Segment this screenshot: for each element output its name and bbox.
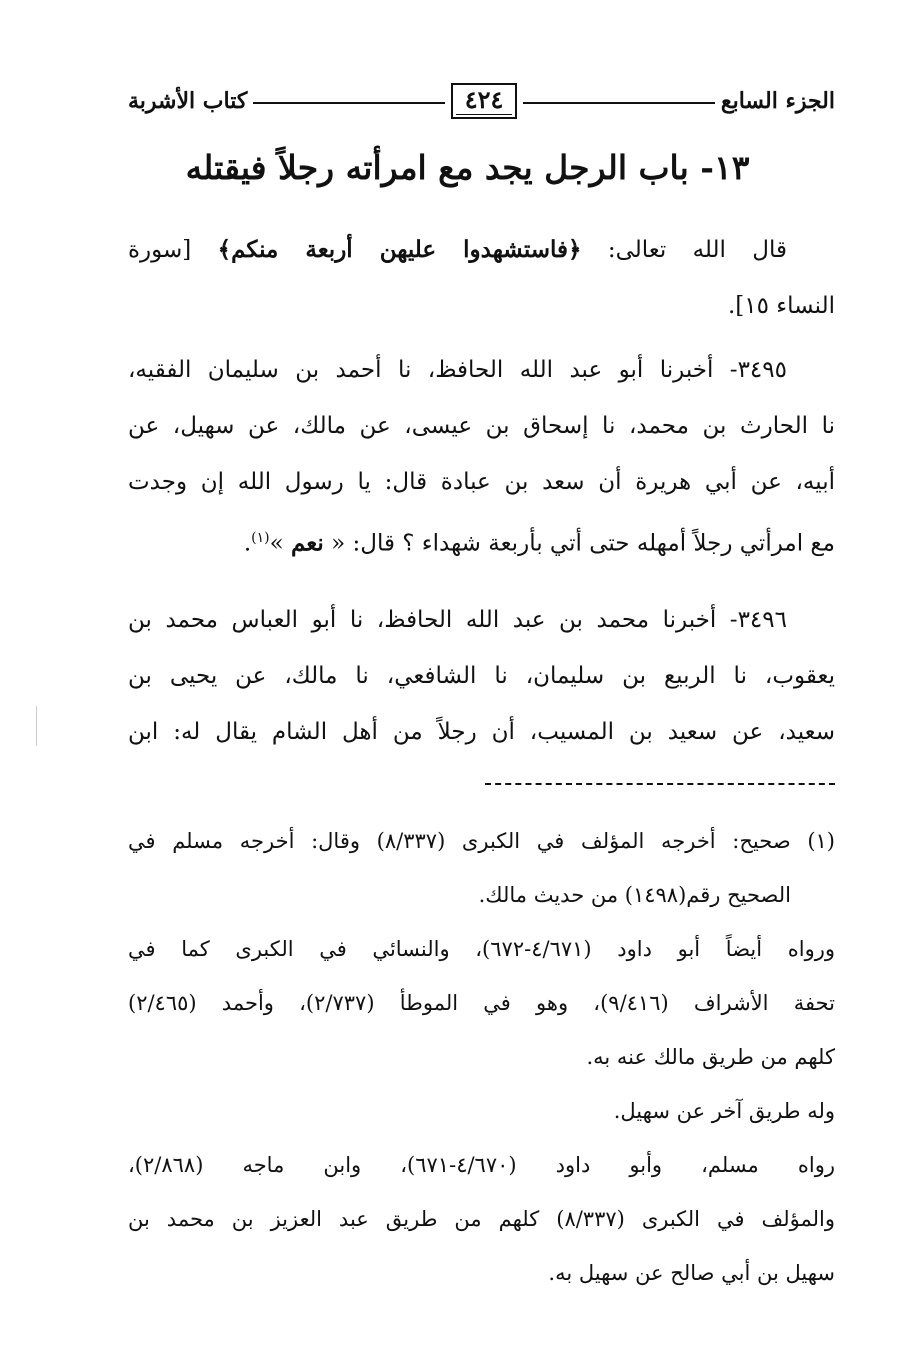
- hadith-3495-line4-text: مع امرأتي رجلاً أمهله حتى أتي بأربعة شهداء ؟ قال: «: [323, 530, 835, 557]
- hadith-3495-line3: أبيه، عن أبي هريرة أن سعد بن عبادة قال: يا رسول الله إن وجدت: [128, 469, 835, 495]
- footnote-line: (١) صحيح: أخرجه المؤلف في الكبرى (٨/٣٣٧) وقال: أخرجه مسلم في: [128, 829, 835, 853]
- footnote-separator: [485, 783, 835, 785]
- header-rule-right: [523, 102, 714, 104]
- answer-word: نعم: [291, 529, 324, 557]
- hadith-3495-line4-end: .: [243, 530, 252, 557]
- footnote-line: ورواه أيضاً أبو داود (٤/٦٧١-٦٧٢)، والنسائي في الكبرى كما في: [128, 937, 835, 961]
- footnote-line: رواه مسلم، وأبو داود (٤/٦٧٠-٦٧١)، وابن ماجه (٢/٨٦٨)،: [128, 1153, 835, 1177]
- header-rule-left: [253, 102, 444, 104]
- hadith-3495-line2: نا الحارث بن محمد، نا إسحاق بن عيسى، عن مالك، عن سهيل، عن: [128, 413, 835, 439]
- footnote-line: الصحيح رقم(١٤٩٨) من حديث مالك.: [478, 883, 791, 907]
- verse-paragraph: [128, 222, 835, 334]
- hadith-3496-line2: يعقوب، نا الربيع بن سليمان، نا الشافعي، نا مالك، عن يحيى بن: [128, 663, 835, 689]
- chapter-title: ١٣- باب الرجل يجد مع امرأته رجلاً فيقتله: [185, 148, 750, 187]
- verse-quote: ﴿فاستشهدوا عليهن أربعة منكم﴾: [217, 236, 582, 263]
- book-label: كتاب الأشربة: [128, 88, 248, 114]
- footnote-ref: (١): [251, 530, 270, 546]
- verse-intro: قال الله تعالى:: [581, 237, 787, 263]
- verse-ref-1: [سورة: [128, 237, 218, 263]
- hadith-3495-line4: [128, 510, 835, 572]
- hadith-3495-line4-close: »: [269, 530, 291, 557]
- footnote-line: وله طريق آخر عن سهيل.: [613, 1099, 835, 1123]
- hadith-3496: [128, 592, 835, 760]
- footnote-line: والمؤلف في الكبرى (٨/٣٣٧) كلهم من طريق عبد العزيز بن محمد بن: [128, 1207, 836, 1231]
- running-header: [128, 78, 835, 124]
- hadith-3496-line3: سعيد، عن سعيد بن المسيب، أن رجلاً من أهل الشام يقال له: ابن: [128, 719, 835, 745]
- footnote-line: سهيل بن أبي صالح عن سهيل به.: [548, 1261, 835, 1285]
- footnote-line: تحفة الأشراف (٩/٤١٦)، وهو في الموطأ (٢/٧٣٧)، وأحمد (٢/٤٦٥): [128, 991, 835, 1015]
- verse-ref-2: النساء ١٥].: [727, 293, 835, 319]
- scan-margin-mark: [36, 706, 40, 746]
- hadith-3496-line1: ٣٤٩٦- أخبرنا محمد بن عبد الله الحافظ، نا أبو العباس محمد بن: [128, 607, 787, 633]
- footnote-line: كلهم من طريق مالك عنه به.: [586, 1045, 835, 1069]
- page-number: ٤٢٤: [451, 83, 518, 119]
- part-label: الجزء السابع: [720, 88, 835, 114]
- hadith-3495-line1: ٣٤٩٥- أخبرنا أبو عبد الله الحافظ، نا أحمد بن سليمان الفقيه،: [128, 357, 787, 383]
- footnotes: [128, 814, 835, 1300]
- hadith-3495: [128, 342, 835, 572]
